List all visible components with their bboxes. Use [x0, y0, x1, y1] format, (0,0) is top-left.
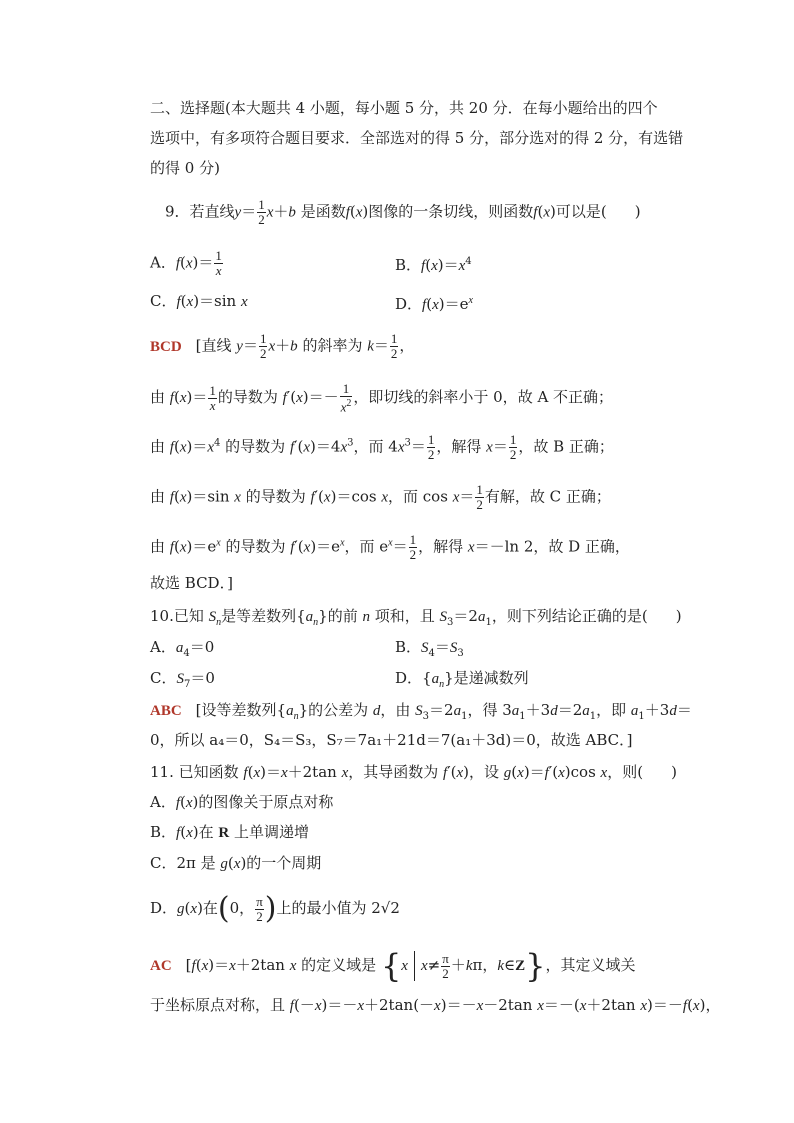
q9-exp-a: 由 f(x)＝ $\frac{1}{x}$ 的导数为 f′(x)＝－ $\frac{1}{x^2}$ ，即切线的斜率小于 0，故 A 不正确； — [150, 381, 614, 415]
q11-option-a: A．f(x)的图像关于原点对称 — [150, 793, 334, 811]
q10-option-c: C．$S_7=0$ — [150, 669, 215, 690]
q9-exp-c: 由 f(x)＝sin x 的导数为 f′(x)＝cos x，而 cos x＝ $\frac{1}{2}$ 有解，故 C 正确； — [150, 482, 611, 512]
q9-option-b: B．$f(x)=x^4$ — [395, 256, 472, 274]
q10-option-a: A．$a_4=0$ — [150, 638, 215, 659]
q11-stem: 11. 已知函数 f(x)＝x＋2tan x，其导函数为 f′(x)，设 g(x)＝f′(x)cos x，则( ) — [150, 763, 677, 781]
q9-exp-b: 由 $f(x)=x^4$ 的导数为 $f'(x)=4x^3$，而 $4x^3=$ $\frac{1}{2}$ ，解得 x＝ $\frac{1}{2}$ ，故 B 正确； — [150, 432, 614, 462]
q9-stem: 9．若直线y＝ $\frac{1}{2}$ x＋b 是函数f(x)图像的一条切线，则函数f(x)可以是( ) — [165, 197, 641, 227]
q11-exp-2: 于坐标原点对称，且 f(－x)＝－x＋2tan(－x)＝－x－2tan x＝－(x＋2tan x)＝－f(x)， — [150, 996, 721, 1014]
q9-exp-end: 故选 BCD．] — [150, 574, 233, 592]
q9-option-a: A．f(x)＝ $\frac{1}{x}$ — [150, 248, 222, 278]
q10-exp-2: 0，所以 a₄＝0，S₄＝S₃，S₇＝7a₁＋21d＝7(a₁＋3d)＝0，故选 ABC．] — [150, 731, 633, 749]
q9-answer: BCD [直线 y＝ $\frac{1}{2}$ x＋b 的斜率为 k＝ $\frac{1}{2}$ ， — [150, 331, 415, 361]
q11-option-d: D．g(x)在(0， $\frac{\pi}{2}$ )上的最小值为 2√2 — [150, 891, 400, 926]
q10-answer: ABC [设等差数列$\{a_n\}$的公差为 d，由 $S_3=2a_1$，得 $3a_1+3d=2a_1$，即 $a_1+3d=$ — [150, 701, 692, 722]
q10-option-d: D．$\{a_n\}$是递减数列 — [395, 669, 529, 690]
q11-option-b: B．f(x)在 R 上单调递增 — [150, 823, 309, 841]
q10-stem: 10.已知 $S_n$是等差数列$\{a_n\}$的前 n 项和，且 $S_3=2a_1$，则下列结论正确的是( ) — [150, 607, 682, 628]
q11-option-c: C．2π 是 g(x)的一个周期 — [150, 854, 322, 872]
section-text-2: 选项中，有多项符合题目要求．全部选对的得 5 分，部分选对的得 2 分，有选错 — [150, 129, 684, 147]
q9-exp-d: 由 $f(x)=e^x$ 的导数为 $f'(x)=e^x$，而 $e^x=$ $\frac{1}{2}$ ，解得 x＝－ln 2，故 D 正确， — [150, 532, 630, 562]
q11-answer: AC [f(x)＝x＋2tan x 的定义域是 {x x≠ $\frac{\pi}{2}$ ＋kπ，k∈Z}，其定义域关 — [150, 947, 636, 985]
section-title: 二、选择题(本大题共 4 小题，每小题 5 分，共 20 分．在每小题给出的四个 — [150, 99, 658, 117]
q9-option-d: D．$f(x)=e^x$ — [395, 295, 473, 313]
section-text-3: 的得 0 分) — [150, 159, 220, 177]
q9-option-c: C．f(x)＝sin x — [150, 292, 248, 310]
q10-option-b: B．$S_4=S_3$ — [395, 638, 464, 659]
